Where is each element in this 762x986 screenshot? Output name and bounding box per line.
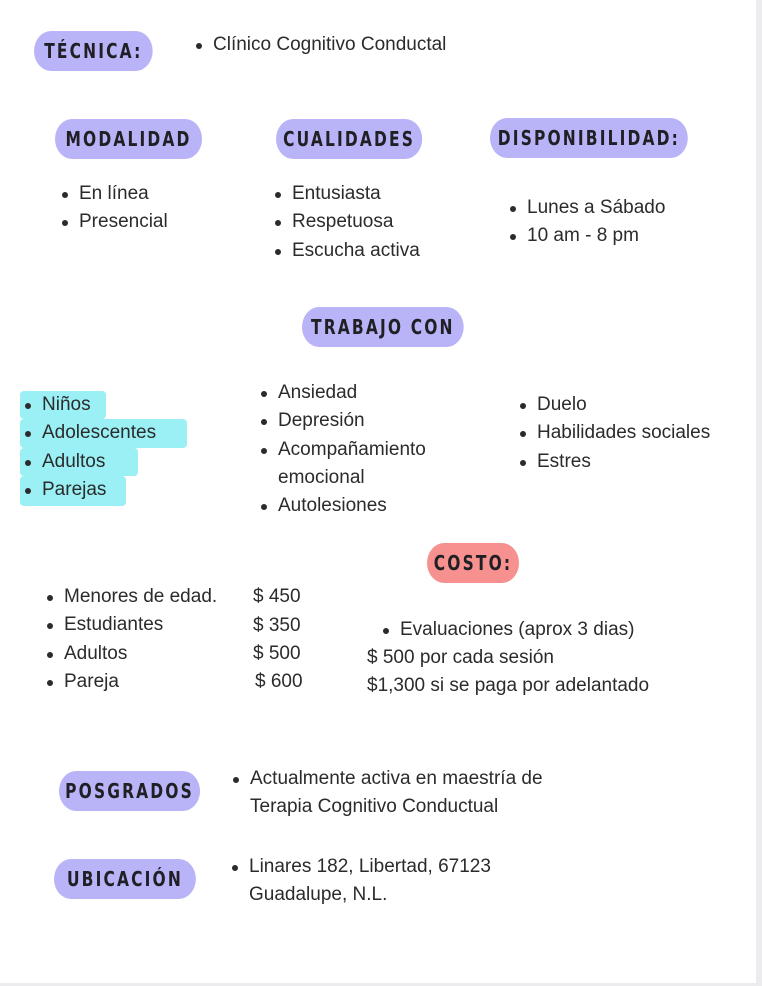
list-item: Escucha activa: [272, 237, 420, 265]
disponibilidad-list: [507, 194, 665, 251]
list-item: Adultos: [22, 448, 156, 476]
list-item-continuation: Terapia Cognitivo Conductual: [250, 796, 499, 818]
poblacion-list: [22, 391, 156, 504]
list-item: Autolesiones: [258, 492, 426, 520]
list-item-continuation: emocional: [278, 466, 365, 488]
posgrados-list: [230, 765, 543, 822]
disponibilidad-heading: DISPONIBILIDAD:: [490, 118, 688, 158]
modalidad-heading: MODALIDAD: [55, 119, 202, 159]
tarifa-label: Adultos: [44, 640, 217, 668]
list-item: Duelo: [517, 391, 710, 419]
list-item: Ansiedad: [258, 379, 426, 407]
tecnica-heading: TÉCNICA:: [34, 31, 153, 71]
costo-heading: COSTO:: [427, 543, 519, 583]
problematicas-list: [258, 379, 426, 520]
list-item: Acompañamiento: [258, 436, 426, 464]
list-item: Estres: [517, 448, 710, 476]
trabajo-con-heading: TRABAJO CON: [302, 307, 464, 347]
tecnica-list: [193, 31, 446, 59]
tarifa-precio: $ 600: [255, 671, 303, 692]
ubicacion-list: [229, 853, 491, 910]
tarifa-label: Estudiantes: [44, 611, 217, 639]
list-item: Clínico Cognitivo Conductal: [193, 31, 446, 59]
otros-list: [517, 391, 710, 476]
modalidad-list: [59, 180, 168, 237]
tarifas-list: [44, 583, 217, 696]
list-item: Niños: [22, 391, 156, 419]
list-item: Parejas: [22, 476, 156, 504]
list-item: Depresión: [258, 407, 426, 435]
tarifa-precio: $ 350: [253, 615, 301, 636]
list-item: Entusiasta: [272, 180, 420, 208]
list-item: Habilidades sociales: [517, 419, 710, 447]
list-item: Linares 182, Libertad, 67123: [229, 853, 491, 881]
list-item-continuation: Guadalupe, N.L.: [249, 884, 388, 906]
tarifa-precio: $ 450: [253, 586, 301, 607]
list-item: Respetuosa: [272, 208, 420, 236]
list-item: Presencial: [59, 208, 168, 236]
list-item: En línea: [59, 180, 168, 208]
page-edge: [756, 0, 762, 986]
tarifa-label: Pareja: [44, 668, 217, 696]
evaluacion-sesion: $ 500 por cada sesión: [367, 647, 554, 668]
list-item: Actualmente activa en maestría de: [230, 765, 543, 793]
evaluacion-adelantado: $1,300 si se paga por adelantado: [367, 675, 650, 696]
posgrados-heading: POSGRADOS: [59, 771, 200, 811]
evaluaciones-list: [380, 616, 634, 644]
list-item: Evaluaciones (aprox 3 dias): [380, 616, 634, 644]
tarifa-precio: $ 500: [253, 643, 301, 664]
list-item: Lunes a Sábado: [507, 194, 665, 222]
cualidades-heading: CUALIDADES: [276, 119, 422, 159]
cualidades-list: [272, 180, 420, 265]
tarifa-label: Menores de edad.: [44, 583, 217, 611]
ubicacion-heading: UBICACIÓN: [54, 859, 196, 899]
list-item: Adolescentes: [22, 419, 156, 447]
list-item: 10 am - 8 pm: [507, 222, 665, 250]
